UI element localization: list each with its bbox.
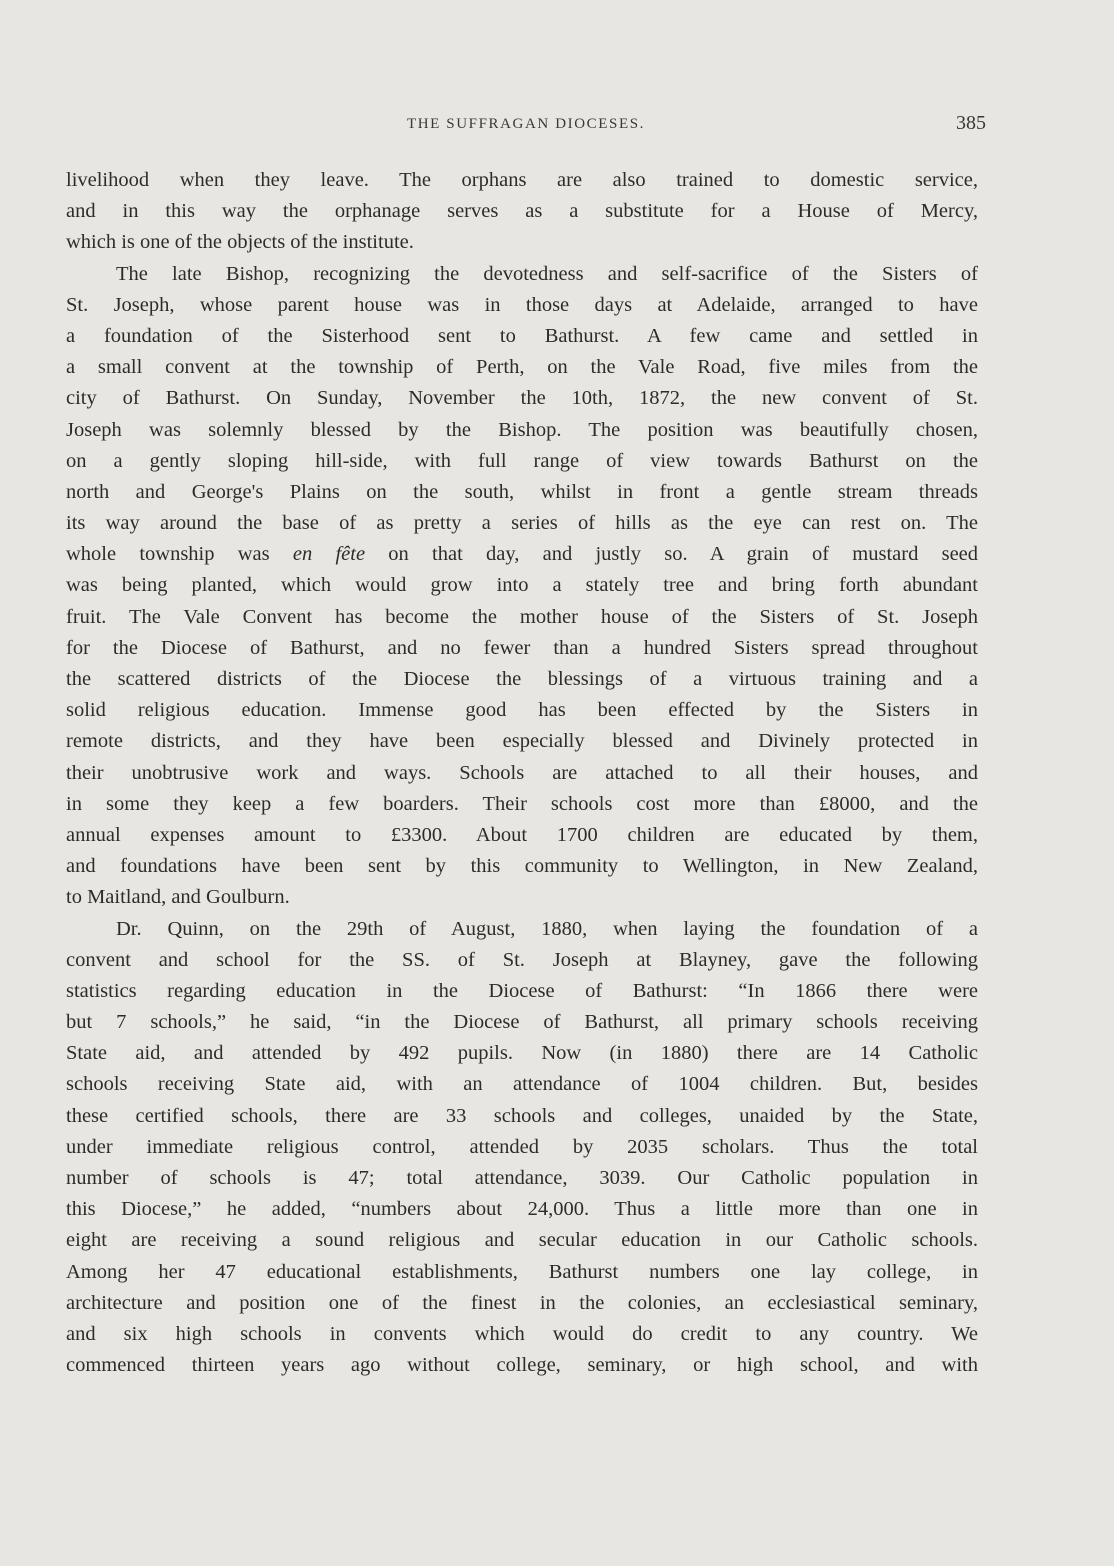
text-line: was being planted, which would grow into a stately tree and bring forth abundant [66, 574, 978, 597]
text-line: State aid, and attended by 492 pupils. Now (in 1880) there are 14 Catholic [66, 1042, 978, 1065]
text-line: schools receiving State aid, with an attendance of 1004 children. But, besides [66, 1073, 978, 1096]
text-line: livelihood when they leave. The orphans are also trained to domestic service, [66, 169, 978, 191]
text-line: architecture and position one of the finest in the colonies, an ecclesiastical seminary, [66, 1291, 978, 1314]
text-line: solid religious education. Immense good has been effected by the Sisters in [66, 699, 978, 722]
text-line: statistics regarding education in the Diocese of Bathurst: “In 1866 there were [66, 979, 978, 1002]
text-line: and in this way the orphanage serves as a substitute for a House of Mercy, [66, 200, 978, 223]
text-line: to Maitland, and Goulburn. [66, 886, 290, 909]
text-line: and six high schools in convents which would do credit to any country. We [66, 1322, 978, 1345]
text-line: St. Joseph, whose parent house was in those days at Adelaide, arranged to have [66, 293, 978, 316]
text-line: their unobtrusive work and ways. Schools are attached to all their houses, and [66, 761, 978, 784]
text-segment: whole township was [66, 543, 293, 566]
text-line: annual expenses amount to £3300. About 1700 children are educated by them, [66, 823, 978, 846]
paragraph-1 [66, 165, 978, 259]
text-line: north and George's Plains on the south, whilst in front a gentle stream threads [66, 480, 978, 503]
text-line: remote districts, and they have been especially blessed and Divinely protected in [66, 730, 978, 753]
text-line: fruit. The Vale Convent has become the mother house of the Sisters of St. Joseph [66, 605, 978, 628]
text-line: eight are receiving a sound religious and secular education in our Catholic schools. [66, 1229, 978, 1252]
text-line: Joseph was solemnly blessed by the Bishop. The position was beautifully chosen, [66, 418, 978, 441]
text-line: its way around the base of as pretty a series of hills as the eye can rest on. The [66, 512, 978, 535]
text-line: city of Bathurst. On Sunday, November the 10th, 1872, the new convent of St. [66, 387, 978, 410]
text-line: this Diocese,” he added, “numbers about 24,000. Thus a little more than one in [66, 1198, 978, 1221]
text-line: Dr. Quinn, on the 29th of August, 1880, when laying the foundation of a [116, 917, 978, 940]
text-line: the scattered districts of the Diocese the blessings of a virtuous training and a [66, 668, 978, 690]
text-line: for the Diocese of Bathurst, and no fewer than a hundred Sisters spread throughout [66, 636, 978, 659]
text-line: on a gently sloping hill-side, with full range of view towards Bathurst on the [66, 449, 978, 472]
running-title: THE SUFFRAGAN DIOCESES. [406, 116, 646, 132]
running-head [66, 112, 986, 142]
text-line: these certified schools, there are 33 schools and colleges, unaided by the State, [66, 1104, 978, 1127]
text-line: under immediate religious control, attended by 2035 scholars. Thus the total [66, 1135, 978, 1158]
text-line: a foundation of the Sisterhood sent to Bathurst. A few came and settled in [66, 324, 978, 347]
text-line: in some they keep a few boarders. Their schools cost more than £8000, and the [66, 792, 978, 815]
italic-phrase: en fête [292, 543, 366, 566]
text-line: and foundations have been sent by this community to Wellington, in New Zealand, [66, 855, 978, 878]
text-line: convent and school for the SS. of St. Joseph at Blayney, gave the following [66, 948, 978, 971]
text-line: commenced thirteen years ago without college, seminary, or high school, and with [66, 1354, 978, 1377]
text-segment: on that day, and justly so. A grain of mustard seed [365, 543, 978, 566]
text-line: but 7 schools,” he said, “in the Diocese of Bathurst, all primary schools receiving [66, 1011, 978, 1034]
page-number: 385 [956, 112, 986, 134]
body-text [66, 165, 978, 1381]
paragraph-3 [66, 914, 978, 1382]
text-line: which is one of the objects of the institute. [66, 231, 414, 254]
text-line: number of schools is 47; total attendance, 3039. Our Catholic population in [66, 1167, 978, 1189]
text-line-mixed [66, 539, 978, 570]
text-line: The late Bishop, recognizing the devotedness and self-sacrifice of the Sisters of [116, 262, 978, 285]
text-line: a small convent at the township of Perth, on the Vale Road, five miles from the [66, 356, 978, 379]
text-line: Among her 47 educational establishments, Bathurst numbers one lay college, in [66, 1260, 978, 1283]
paragraph-2 [66, 259, 978, 914]
